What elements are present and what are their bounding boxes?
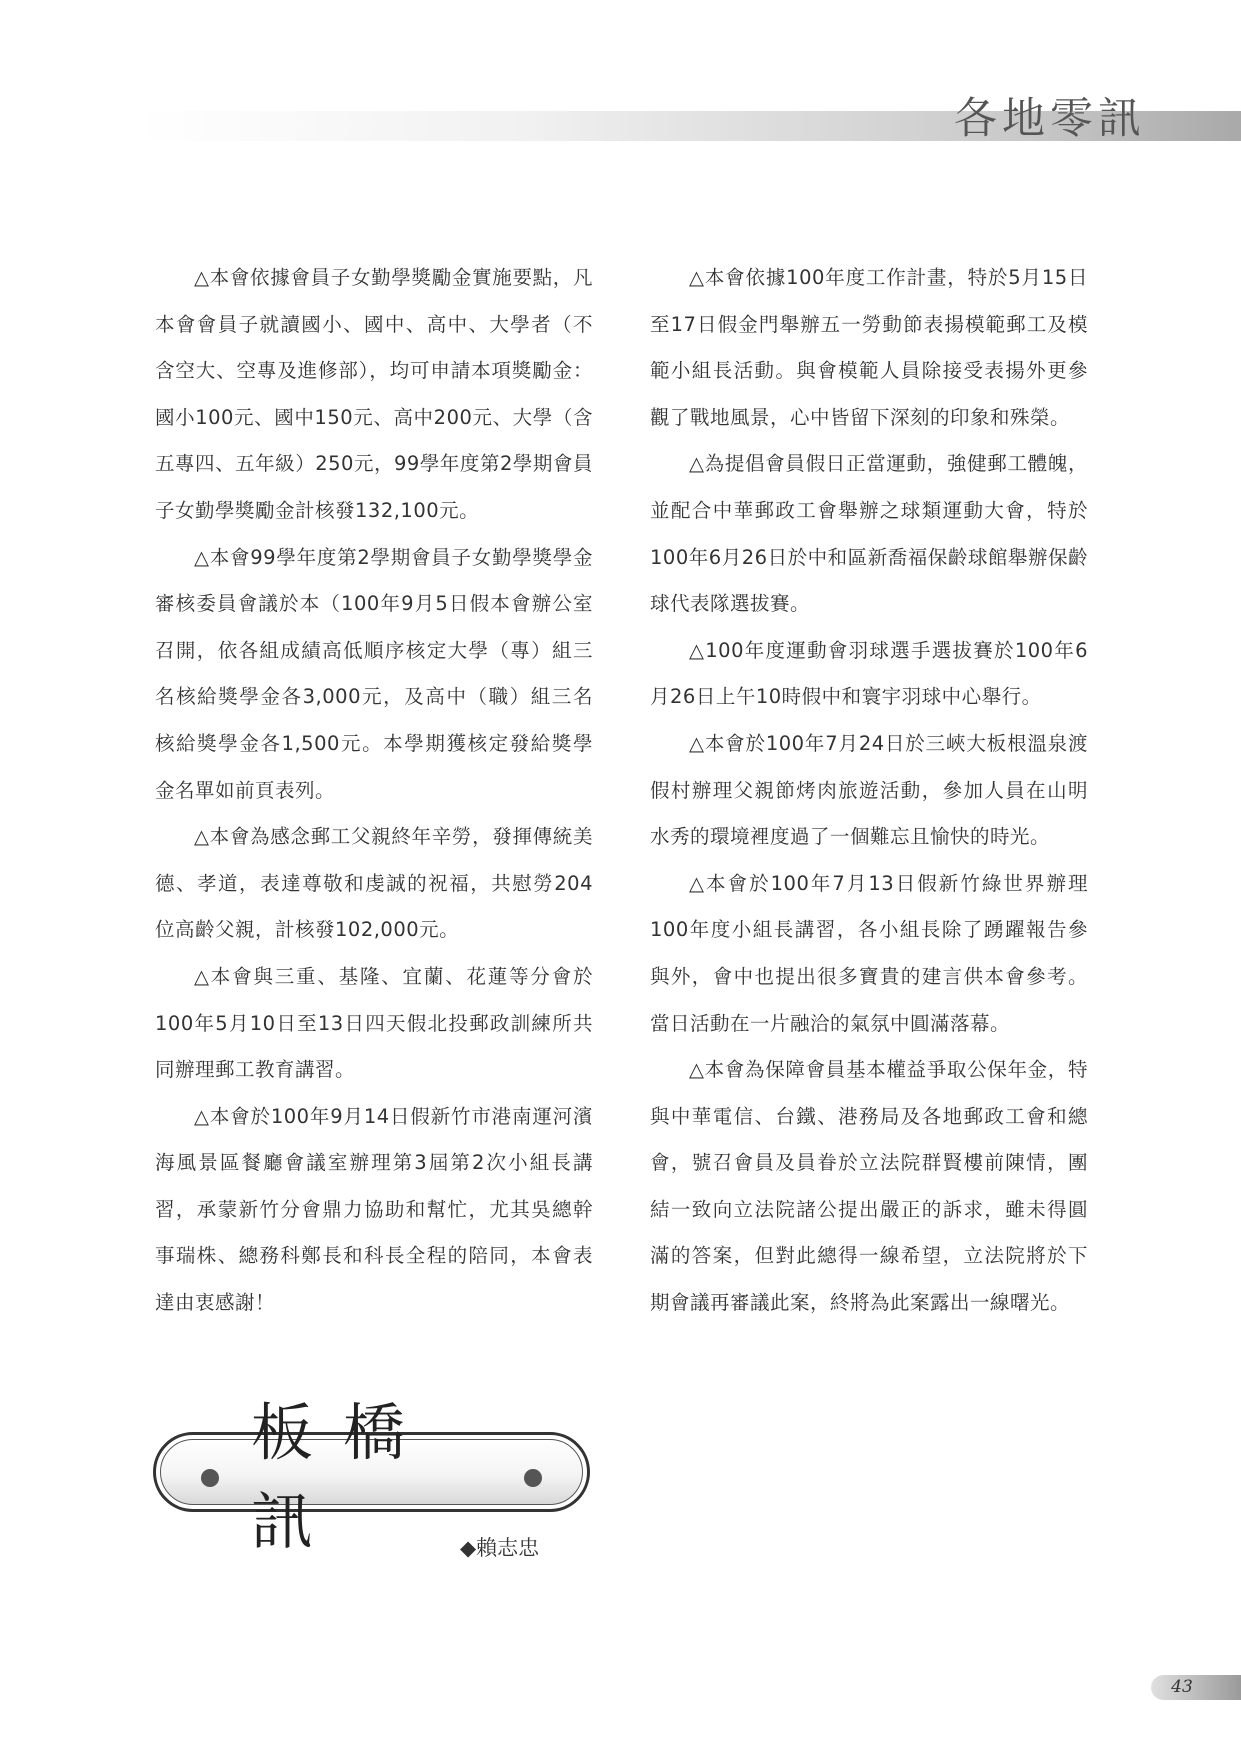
news-paragraph: △本會於100年7月13日假新竹綠世界辦理100年度小組長講習，各小組長除了踴躍報告參與外，會中也提出很多寶貴的建言供本會參考。當日活動在一片融洽的氣氛中圓滿落幕。 — [650, 871, 1088, 1035]
author-byline: ◆賴志忠 — [460, 1536, 540, 1560]
news-paragraph: △本會於100年7月24日於三峽大板根溫泉渡假村辦理父親節烤肉旅遊活動，參加人員在山明水秀的環境裡度過了一個難忘且愉快的時光。 — [650, 731, 1088, 849]
bullet-dot-icon — [524, 1469, 542, 1487]
news-paragraph: △本會為感念郵工父親終年辛勞，發揮傳統美德、孝道，表達尊敬和虔誠的祝福，共慰勞204位高齡父親，計核發102,000元。 — [155, 825, 593, 942]
page-number: 43 — [1171, 1677, 1193, 1697]
right-column — [650, 255, 1088, 1327]
news-paragraph: △本會依據100年度工作計畫，特於5月15日至17日假金門舉辦五一勞動節表揚模範郵工及模範小組長活動。與會模範人員除接受表揚外更參觀了戰地風景，心中皆留下深刻的印象和殊榮。 — [650, 266, 1088, 429]
section-title: 各地零訊 — [954, 94, 1146, 144]
news-paragraph: △本會依據會員子女勤學獎勵金實施要點，凡本會會員子就讀國小、國中、高中、大學者（不含空大、空專及進修部），均可申請本項獎勵金：國小100元、國中150元、高中200元、大學（含五專四、五年級）250元，99學年度第2學期會員子女勤學獎勵金計核發132,100元。 — [155, 266, 593, 522]
news-paragraph: △為提倡會員假日正當運動，強健郵工體魄，並配合中華郵政工會舉辦之球類運動大會，特於100年6月26日於中和區新喬福保齡球館舉辦保齡球代表隊選拔賽。 — [650, 452, 1088, 616]
news-paragraph: △本會99學年度第2學期會員子女勤學獎學金審核委員會議於本（100年9月5日假本會辦公室召開，依各組成績高低順序核定大學（專）組三名核給獎學金各3,000元，及高中（職）組三名核給獎學金各1,500元。本學期獲核定發給獎學金名單如前頁表列。 — [155, 545, 593, 802]
banner-title: 板橋訊 — [251, 1396, 436, 1558]
news-paragraph: △100年度運動會羽球選手選拔賽於100年6月26日上午10時假中和寰宇羽球中心舉行。 — [650, 638, 1088, 709]
news-paragraph: △本會為保障會員基本權益爭取公保年金，特與中華電信、台鐵、港務局及各地郵政工會和總會，號召會員及員眷於立法院群賢樓前陳情，團結一致向立法院諸公提出嚴正的訴求，雖未得圓滿的答案，但對此總得一線希望，立法院將於下期會議再審議此案，終將為此案露出一線曙光。 — [650, 1058, 1088, 1315]
bullet-dot-icon — [201, 1469, 219, 1487]
left-column — [155, 255, 593, 1327]
news-paragraph: △本會與三重、基隆、宜蘭、花蓮等分會於100年5月10日至13日四天假北投郵政訓練所共同辦理郵工教育講習。 — [155, 964, 593, 1082]
news-paragraph: △本會於100年9月14日假新竹市港南運河濱海風景區餐廳會議室辦理第3屆第2次小組長講習，承蒙新竹分會鼎力協助和幫忙，尤其吳總幹事瑞株、總務科鄭長和科長全程的陪同，本會表達由衷感謝！ — [155, 1104, 593, 1315]
